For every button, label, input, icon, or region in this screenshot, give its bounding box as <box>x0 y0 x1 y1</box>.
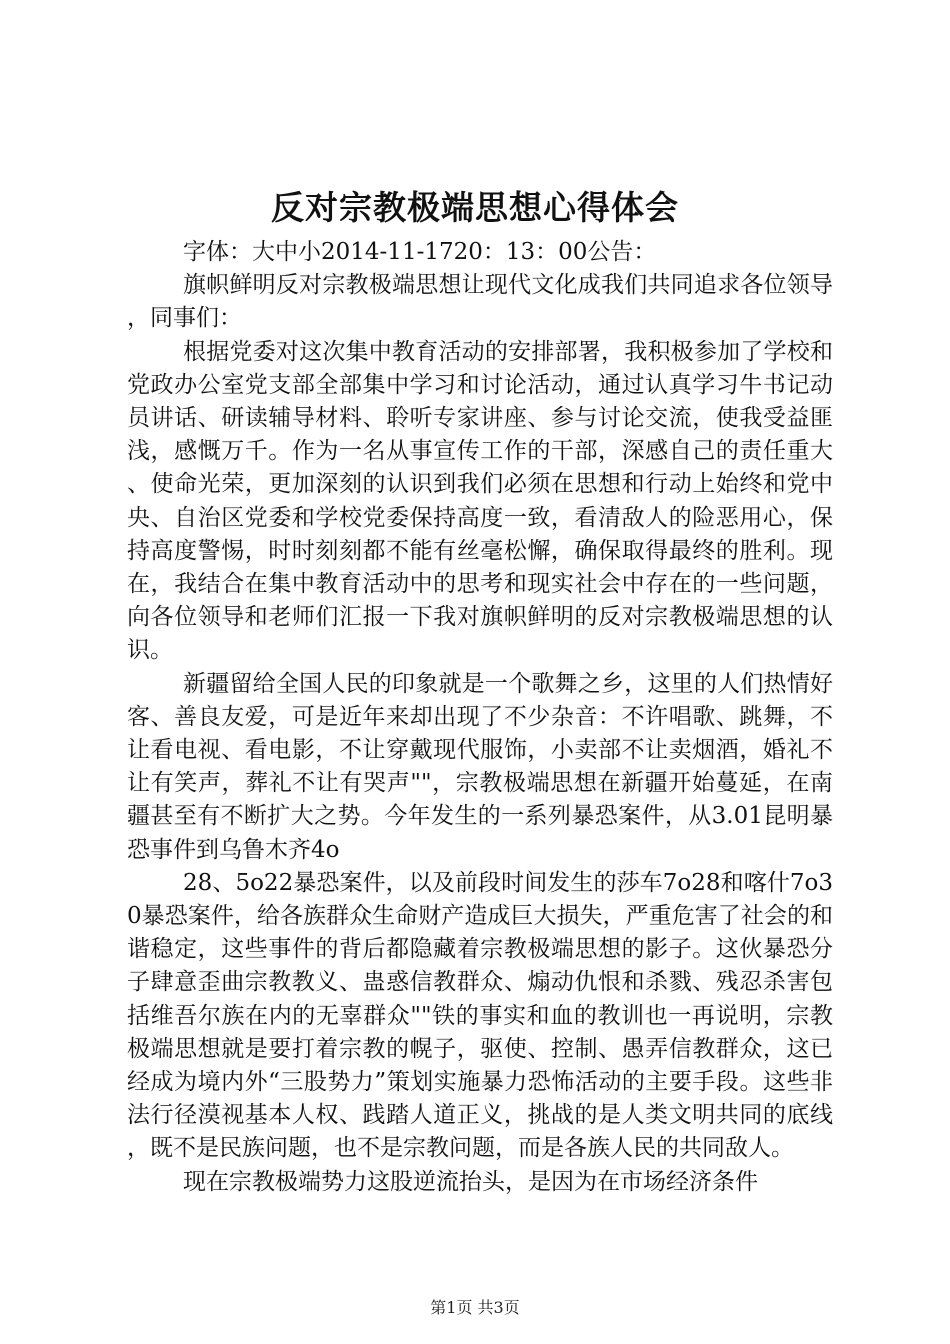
meta-line: 字体：大中小2014-11-1720：13：00公告： <box>183 239 657 265</box>
paragraph: 现在宗教极端势力这股逆流抬头，是因为在市场经济条件 <box>183 1168 758 1195</box>
document-body <box>127 236 833 1199</box>
paragraph: 28、5o22暴恐案件，以及前段时间发生的莎车7o28和喀什7o30暴恐案件，给各族群众生命财产造成巨大损失，严重危害了社会的和谐稳定，这些事件的背后都隐藏着宗教极端思想的影子。这伙暴恐分子肆意歪曲宗教教义、蛊惑信教群众、煽动仇恨和杀戮、残忍杀害包括维吾尔族在内的无辜群众""铁的事实和血的教训也一再说明，宗教极端思想就是要打着宗教的幌子，驱使、控制、愚弄信教群众，这已经成为境内外“三股势力”策划实施暴力恐怖活动的主要手段。这些非法行径漠视基本人权、践踏人道正义，挑战的是人类文明共同的底线，既不是民族问题，也不是宗教问题，而是各族人民的共同敌人。 <box>127 869 833 1162</box>
document-title: 反对宗教极端思想心得体会 <box>271 188 679 227</box>
page-number-footer: 第1页 共3页 <box>430 1298 520 1317</box>
paragraph: 根据党委对这次集中教育活动的安排部署，我积极参加了学校和党政办公室党支部全部集中学习和讨论活动，通过认真学习牛书记动员讲话、研读辅导材料、聆听专家讲座、参与讨论交流，使我受益匪浅，感慨万千。作为一名从事宣传工作的干部，深感自己的责任重大、使命光荣，更加深刻的认识到我们必须在思想和行动上始终和党中央、自治区党委和学校党委保持高度一致，看清敌人的险恶用心，保持高度警惕，时时刻刻都不能有丝毫松懈，确保取得最终的胜利。现在，我结合在集中教育活动中的思考和现实社会中存在的一些问题，向各位领导和老师们汇报一下我对旗帜鲜明的反对宗教极端思想的认识。 <box>127 338 833 664</box>
paragraph: 新疆留给全国人民的印象就是一个歌舞之乡，这里的人们热情好客、善良友爱，可是近年来却出现了不少杂音：不许唱歌、跳舞，不让看电视、看电影，不让穿戴现代服饰，小卖部不让卖烟酒，婚礼不让有笑声，葬礼不让有哭声""，宗教极端思想在新疆开始蔓延，在南疆甚至有不断扩大之势。今年发生的一系列暴恐案件，从3.01昆明暴恐事件到乌鲁木齐4o <box>127 670 833 863</box>
paragraph: 旗帜鲜明反对宗教极端思想让现代文化成我们共同追求各位领导，同事们： <box>127 272 833 332</box>
